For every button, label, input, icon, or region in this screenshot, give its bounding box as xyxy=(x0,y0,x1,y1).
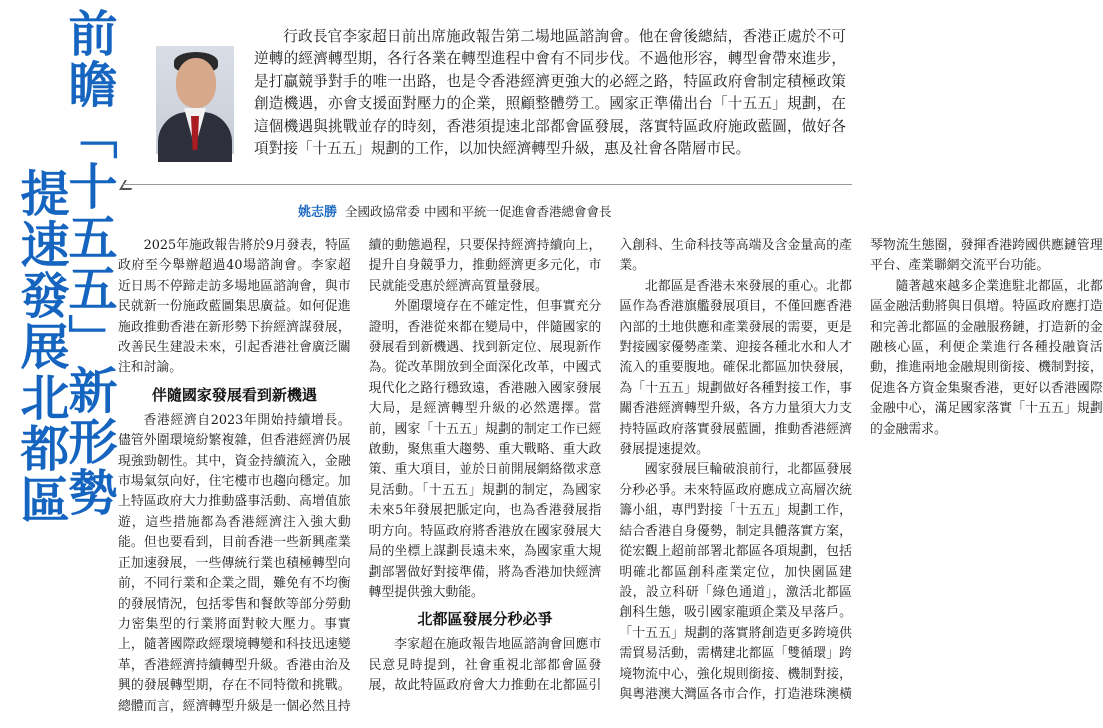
divider-mark xyxy=(119,180,137,190)
lead-paragraph: 行政長官李家超日前出席施政報告第二場地區諮詢會。他在會後總結，香港正處於不可逆轉的經濟轉型期，各行各業在轉型進程中會有不同步伐。不過他形容，轉型會帶來進步，是打贏競爭對手的唯一出路，也是令香港經濟更強大的必經之路，特區政府會制定積極政策創造機遇，亦會支援面對壓力的企業，照顧整體勞工。國家正準備出台「十五五」規劃，在這個機遇與挑戰並存的時刻，香港須提速北部都會區發展，落實特區政府施政藍圖，做好各項對接「十五五」規劃的工作，以加快經濟轉型升級，惠及社會各階層市民。 xyxy=(254,28,846,158)
body-paragraph: 隨著越來越多企業進駐北都區，北都區金融活動將與日俱增。特區政府應打造和完善北都區的金融服務鏈，打造新的金融核心區，利便企業進行各種投融資活動，推進兩地金融規則銜接、機制對接，促進各方資金集聚香港，更好以香港國際金融中心，滿足國家落實「十五五」規劃的金融需求。 xyxy=(869,278,1103,437)
author-photo xyxy=(156,46,234,154)
body-paragraph: 外圍環境存在不確定性，但事實充分證明，香港從來都在變局中，伴隨國家的發展看到新機遇、找到新定位、展現新作為。從改革開放到全面深化改革，中國式現代化之路行穩致遠，香港融入國家發展大局，是經濟轉型升級的必然選擇。當前，國家「十五五」規劃的制定工作已經啟動，聚焦重大趨勢、重大戰略、重大政策、重大項目，並於日前開展網絡徵求意見活動。「十五五」規劃的制定，為國家未來5年發展把脈定向，也為香港發展指明方向。特區政府將香港放在國家發展大局的坐標上謀劃長遠未來，為國家重大規劃部署做好對接準備，將為香港加快經濟轉型提供強大動能。 xyxy=(368,299,602,600)
section-heading: 北都區發展分秒必爭 xyxy=(417,610,553,629)
headline-line-1: 前瞻「十五五」新形勢 xyxy=(61,8,118,518)
body-paragraph: 香港經濟自2023年開始持續增長。儘管外圍環境紛繁複雜，但香港經濟仍展現強勁韌性。其中，資金持續流入，金融市場氣氛向好，住宅樓市也趨向穩定。加上特區政府大力推動盛事活動、高增值旅遊，這些措施都為香港經濟注入強大動能。但也要看到，目前香港一些新興產業正加速發展，一些傳統行業也積極轉型向前，不同行業和企業之間，難免有不均衡的發展情況，包括零售和餐飲等部分勞動力密集型的行業將面對較大壓力。事實上，隨著國際政經環境轉變和科技迅速變革，香港經濟持續轉型升級。香港由治及興的發展轉型期，存在不同特徵和挑戰。總體而言，經濟轉型升級是一個必然且持續的動態過程，只要保持經濟持續向上，提升自身競爭力，推動經濟更多元化，市民就能受惠於經濟高質量發展。 xyxy=(118,238,602,714)
body-paragraph: 李家超在施政報告地區諮詢會回應市民意見時提到，社會重視北部都會區發展，故此特區政府會大力推動在北都區引入創科、生命科技等高端及含金量高的產業。 xyxy=(368,238,852,694)
author-name: 姚志勝 xyxy=(298,205,338,220)
article-body xyxy=(118,236,1103,722)
headline xyxy=(13,8,118,720)
body-paragraph: 國家發展巨輪破浪前行，北都區發展分秒必爭。未來特區政府應成立高層次統籌小組，專門對接「十五五」規劃工作，結合香港自身優勢，制定具體落實方案，從宏觀上超前部署北都區各項規劃，包括明確北都區創科產業定位，加快園區建設，設立科研「綠色通道」，激活北都區創科生態，吸引國家龍頭企業及早落戶。「十五五」規劃的落實將創造更多跨境供需貿易活動，需構建北都區「雙循環」跨境物流中心，強化規則銜接、機制對接，與粵港澳大灣區各市合作，打造港珠澳橫琴物流生態圈，發揮香港跨國供應鏈管理平台、產業聯網交流平台功能。 xyxy=(619,238,1103,702)
headline-line-2: 提速發展北都區 xyxy=(13,168,70,525)
body-paragraph: 2025年施政報告將於9月發表，特區政府至今舉辦超過40場諮詢會。李家超近日馬不停蹄走訪多場地區諮詢會，與市民就新一份施政藍圖集思廣益。如何促進施政推動香港在新形勢下拚經濟謀發展，改善民生建設未來，引起香港社會廣泛關注和討論。 xyxy=(118,238,351,376)
byline xyxy=(298,204,612,221)
body-paragraph: 北都區是香港未來發展的重心。北都區作為香港旗艦發展項目，不僅回應香港內部的土地供應和產業發展的需要，更是對接國家優勢產業、迎接各種北水和人才流入的重要腹地。確保北都區加快發展，為「十五五」規劃做好各種對接工作，事關香港經濟轉型升級，各方力量須大力支持特區政府落實發展藍圖，推動香港經濟發展提速提效。 xyxy=(619,278,852,458)
divider-line xyxy=(122,184,852,185)
author-title: 全國政協常委 中國和平統一促進會香港總會會長 xyxy=(345,204,612,219)
section-heading: 伴隨國家發展看到新機遇 xyxy=(151,385,317,404)
